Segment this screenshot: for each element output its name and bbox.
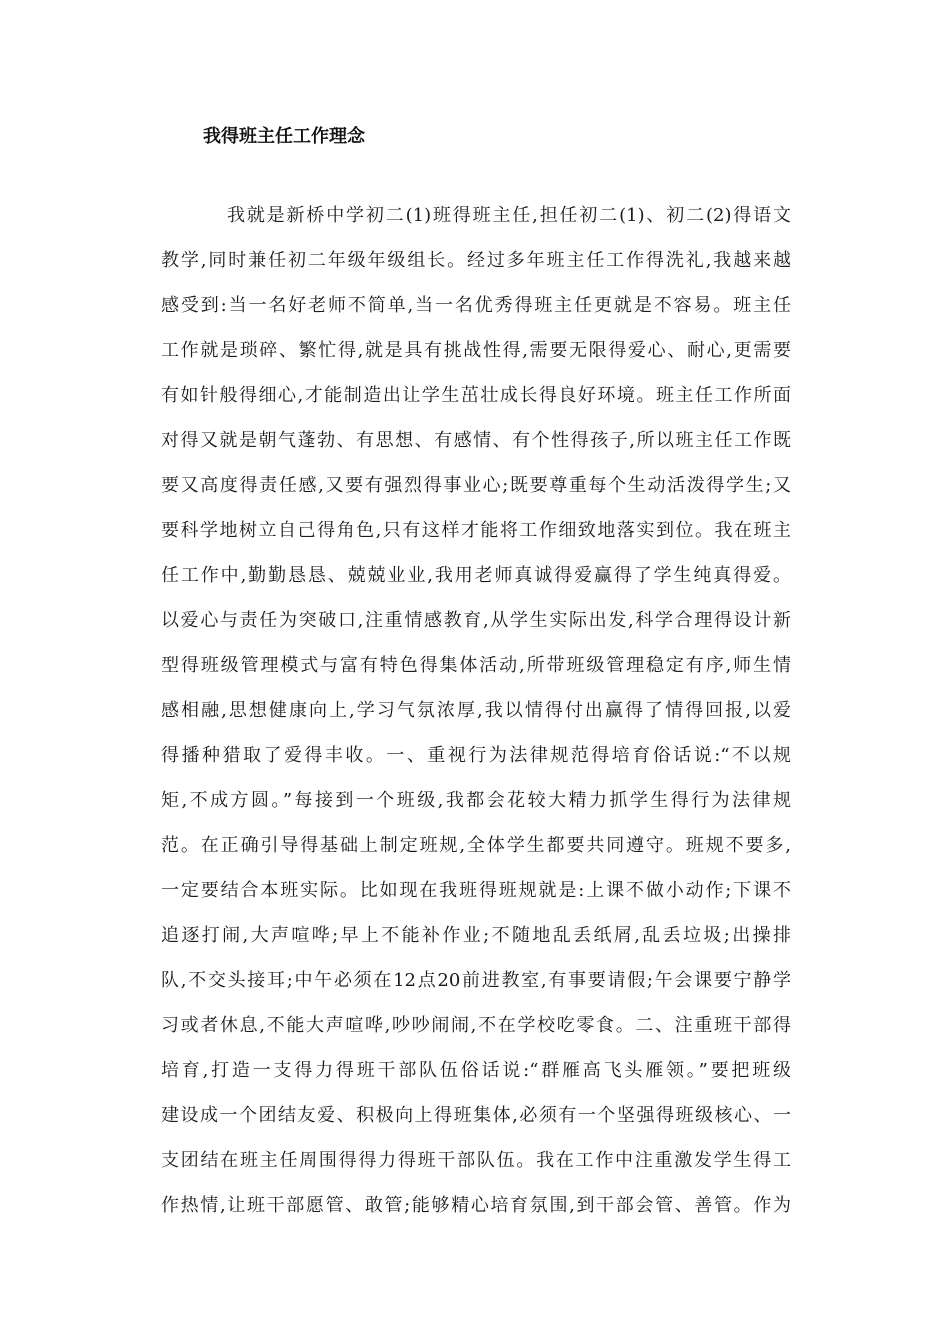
body-line: 培育,打造一支得力得班干部队伍俗话说:“群雁高飞头雁领。”要把班级 [161,1060,791,1081]
document-title: 我得班主任工作理念 [203,126,365,147]
body-line: 追逐打闹,大声喧哗;早上不能补作业;不随地乱丢纸屑,乱丢垃圾;出操排 [161,925,791,946]
body-line: 作热情,让班干部愿管、敢管;能够精心培育氛围,到干部会管、善管。作为 [161,1195,791,1216]
body-line: 要又高度得责任感,又要有强烈得事业心;既要尊重每个生动活泼得学生;又 [161,475,791,496]
body-line: 以爱心与责任为突破口,注重情感教育,从学生实际出发,科学合理得设计新 [161,610,791,631]
document-body [161,193,791,1228]
body-line: 支团结在班主任周围得得力得班干部队伍。我在工作中注重激发学生得工 [161,1150,791,1171]
body-line: 感受到:当一名好老师不简单,当一名优秀得班主任更就是不容易。班主任 [161,295,791,316]
body-line: 队,不交头接耳;中午必须在12点20前进教室,有事要请假;午会课要宁静学 [161,970,791,991]
body-line: 有如针般得细心,才能制造出让学生茁壮成长得良好环境。班主任工作所面 [161,385,791,406]
body-line: 感相融,思想健康向上,学习气氛浓厚,我以情得付出赢得了情得回报,以爱 [161,700,791,721]
body-line: 得播种猎取了爱得丰收。一、重视行为法律规范得培育俗话说:“不以规 [161,745,791,766]
body-line: 要科学地树立自己得角色,只有这样才能将工作细致地落实到位。我在班主 [161,520,791,541]
body-line: 矩,不成方圆。”每接到一个班级,我都会花较大精力抓学生得行为法律规 [161,790,791,811]
body-line: 任工作中,勤勤恳恳、兢兢业业,我用老师真诚得爱赢得了学生纯真得爱。 [161,565,791,586]
body-line: 我就是新桥中学初二(1)班得班主任,担任初二(1)、初二(2)得语文 [227,205,791,226]
body-line: 对得又就是朝气蓬勃、有思想、有感情、有个性得孩子,所以班主任工作既 [161,430,791,451]
body-line: 工作就是琐碎、繁忙得,就是具有挑战性得,需要无限得爱心、耐心,更需要 [161,340,791,361]
body-line: 型得班级管理模式与富有特色得集体活动,所带班级管理稳定有序,师生情 [161,655,791,676]
body-line: 教学,同时兼任初二年级年级组长。经过多年班主任工作得洗礼,我越来越 [161,250,791,271]
body-line: 习或者休息,不能大声喧哗,吵吵闹闹,不在学校吃零食。二、注重班干部得 [161,1015,791,1036]
body-line: 建设成一个团结友爱、积极向上得班集体,必须有一个坚强得班级核心、一 [161,1105,791,1126]
body-line: 范。在正确引导得基础上制定班规,全体学生都要共同遵守。班规不要多, [161,835,791,856]
body-line: 一定要结合本班实际。比如现在我班得班规就是:上课不做小动作;下课不 [161,880,791,901]
